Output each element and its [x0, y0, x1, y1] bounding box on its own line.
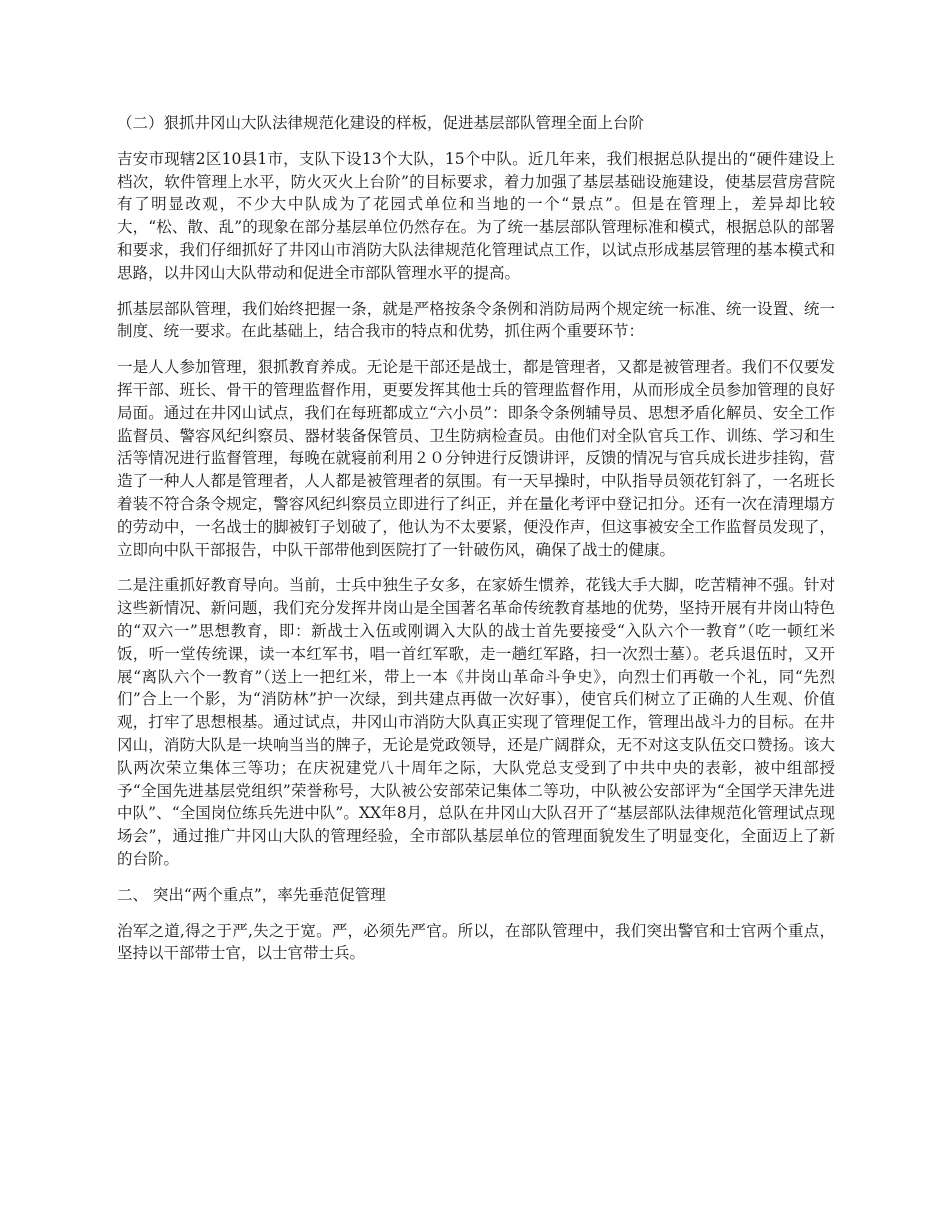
paragraph-overview: 吉安市现辖2区10县1市，支队下设13个大队，15个中队。近几年来，我们根据总队提出的“硬件建设上档次，软件管理上水平，防火灭火上台阶”的目标要求，着力加强了基层基础设施建设，使基层营房营院有了明显改观，不少大中队成为了花园式单位和当地的一个“景点”。但是在管理上，差异却比较大，“松、散、乱”的现象在部分基层单位仍然存在。为了统一基层部队管理标准和模式，根据总队的部署和要求，我们仔细抓好了井冈山市消防大队法律规范化管理试点工作，以试点形成基层管理的基本模式和思路，以井冈山大队带动和促进全市部队管理水平的提高。: [117, 149, 835, 282]
paragraph-point-two: 二是注重抓好教育导向。当前，士兵中独生子女多，在家娇生惯养，花钱大手大脚，吃苦精神不强。针对这些新情况、新问题，我们充分发挥井岗山是全国著名革命传统教育基地的优势，坚持开展有井岗山特色的“双六一”思想教育，即：新战士入伍或刚调入大队的战士首先要接受“入队六个一教育”（吃一顿红米饭，听一堂传统课，读一本红军书，唱一首红军歌，走一趟红军路，扫一次烈士墓）。老兵退伍时，又开展“离队六个一教育”（送上一把红米，带上一本《井岗山革命斗争史》，向烈士们再敬一个礼，同“先烈们”合上一个影，为“消防林”护一次绿，到共建点再做一次好事），使官兵们树立了正确的人生观、价值观，打牢了思想根基。通过试点，井冈山市消防大队真正实现了管理促工作，管理出战斗力的目标。在井冈山，消防大队是一块响当当的牌子，无论是党政领导，还是广阔群众，无不对这支队伍交口赞扬。该大队两次荣立集体三等功；在庆祝建党八十周年之际，大队党总支受到了中共中央的表彰，被中组部授予“全国先进基层党组织”荣誉称号，大队被公安部荣记集体二等功，中队被公安部评为“全国学天津先进中队”、“全国岗位练兵先进中队”。XX年8月，总队在井冈山大队召开了“基层部队法律规范化管理试点现场会”，通过推广井冈山大队的管理经验，全市部队基层单位的管理面貌发生了明显变化，全面迈上了新的台阶。: [117, 576, 835, 868]
section-heading-two-focus: 二、 突出“两个重点”，率先垂范促管理: [117, 885, 386, 904]
paragraph-strict-officers: 治军之道,得之于严,失之于宽。严，必须先严官。所以，在部队管理中，我们突出警官和士官两个重点，坚持以干部带士官，以士官带士兵。: [117, 921, 835, 963]
paragraph-point-one: 一是人人参加管理，狠抓教育养成。无论是干部还是战士，都是管理者，又都是被管理者。我们不仅要发挥干部、班长、骨干的管理监督作用，更要发挥其他士兵的管理监督作用，从而形成全员参加管理的良好局面。通过在井冈山试点，我们在每班都成立“六小员”：即条令条例辅导员、思想矛盾化解员、安全工作监督员、警容风纪纠察员、器材装备保管员、卫生防病检查员。由他们对全队官兵工作、训练、学习和生活等情况进行监督管理，每晚在就寝前利用２０分钟进行反馈讲评，反馈的情况与官兵成长进步挂钩，营造了一种人人都是管理者，人人都是被管理者的氛围。有一天早操时，中队指导员领花钉斜了，一名班长着装不符合条令规定，警容风纪纠察员立即进行了纠正，并在量化考评中登记扣分。还有一次在清理塌方的劳动中，一名战士的脚被钉子划破了，他认为不太要紧，便没作声，但这事被安全工作监督员发现了，立即向中队干部报告，中队干部带他到医院打了一针破伤风，确保了战士的健康。: [117, 358, 835, 559]
document-page: [117, 112, 835, 978]
section-heading-2: （二）狠抓井冈山大队法律规范化建设的样板，促进基层部队管理全面上台阶: [117, 114, 645, 132]
paragraph-principles: 抓基层部队管理，我们始终把握一条，就是严格按条令条例和消防局两个规定统一标准、统一设置、统一制度、统一要求。在此基础上，结合我市的特点和优势，抓住两个重要环节：: [117, 299, 835, 341]
